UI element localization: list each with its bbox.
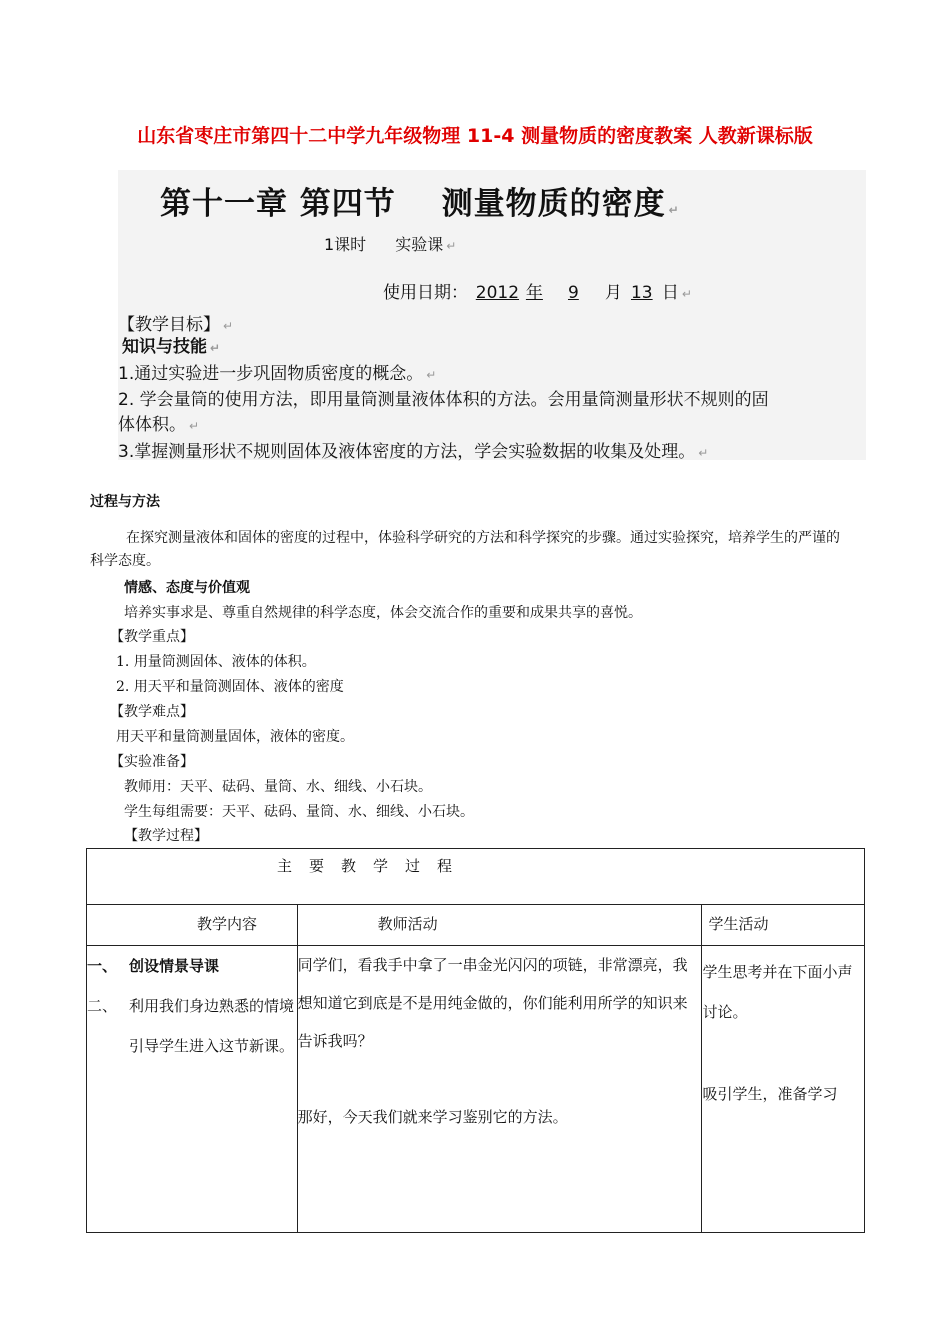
scanned-header-image (118, 170, 866, 460)
topic-label: 测量物质的密度 (441, 186, 666, 222)
goal-2-continued: 体体积。 ↵ (118, 415, 200, 435)
chapter-heading (160, 178, 680, 223)
knowledge-skills-heading: 知识与技能 ↵ (122, 337, 221, 357)
content-item-1: 一、 创设情景导课 (87, 957, 220, 975)
chapter-label: 第十一章 (160, 186, 288, 222)
document-title: 山东省枣庄市第四十二中学九年级物理 11-4 测量物质的密度教案 人教新课标版 (137, 125, 813, 147)
goal-1: 1.通过实验进一步巩固物质密度的概念。 ↵ (118, 364, 437, 384)
col-header-teacher: 教师活动 (297, 905, 702, 946)
date-day: 13 (630, 283, 653, 303)
prep-student: 学生每组需要：天平、砝码、量筒、水、细线、小石块。 (124, 804, 474, 820)
date-year: 2012 (475, 283, 520, 303)
prep-heading: 【实验准备】 (110, 754, 194, 770)
teaching-process-heading: 【教学过程】 (124, 828, 208, 844)
col-header-student: 学生活动 (702, 905, 865, 946)
date-month: 9 (567, 283, 579, 303)
process-heading: 过程与方法 (90, 494, 160, 510)
emotion-text: 培养实事求是、尊重自然规律的科学态度，体会交流合作的重要和成果共享的喜悦。 (124, 605, 642, 621)
paragraph-mark: ↵ (668, 203, 680, 217)
lesson-hours: 1课时 (324, 235, 367, 254)
emotion-heading: 情感、态度与价值观 (124, 580, 250, 596)
key-heading: 【教学重点】 (110, 629, 194, 645)
date-label: 使用日期： (383, 283, 468, 303)
use-date: 使用日期： 2012 年 9 月 13 日 ↵ (383, 283, 692, 303)
teacher-text-2: 那好，今天我们就来学习鉴别它的方法。 (297, 1108, 568, 1126)
difficulty-text: 用天平和量筒测量固体，液体的密度。 (116, 729, 354, 745)
difficulty-heading: 【教学难点】 (110, 704, 194, 720)
key-item-2: 2. 用天平和量筒测固体、液体的密度 (116, 679, 344, 695)
teacher-cell (297, 946, 702, 1233)
objectives-heading: 【教学目标】 ↵ (118, 315, 234, 335)
lesson-info: 1课时 实验课 ↵ (324, 235, 457, 254)
goal-2: 2. 学会量筒的使用方法，即用量筒测量液体体积的方法。会用量筒测量形状不规则的固 (118, 390, 769, 410)
teaching-process-table (86, 848, 865, 1233)
goal-3: 3.掌握测量形状不规则固体及液体密度的方法，学会实验数据的收集及处理。 ↵ (118, 442, 709, 462)
content-cell (87, 946, 298, 1233)
teacher-text-1: 同学们，看我手中拿了一串金光闪闪的项链，非常漂亮，我想知道它到底是不是用纯金做的，你们能利用所学的知识来告诉我吗？ (297, 956, 688, 1050)
section-label: 第四节 (299, 186, 396, 222)
key-item-1: 1. 用量筒测固体、液体的体积。 (116, 654, 316, 670)
student-text-1: 学生思考并在下面小声讨论。 (702, 963, 853, 1021)
student-cell (702, 946, 865, 1233)
lesson-type: 实验课 (395, 235, 444, 254)
prep-teacher: 教师用：天平、砝码、量筒、水、细线、小石块。 (124, 779, 432, 795)
student-text-2: 吸引学生，准备学习 (702, 1085, 838, 1103)
table-main-header: 主要教学过程 (87, 849, 865, 905)
process-text: 在探究测量液体和固体的密度的过程中，体验科学研究的方法和科学探究的步骤。通过实验探究，培养学生的严谨的科学态度。 (90, 530, 840, 569)
col-header-content: 教学内容 (87, 905, 298, 946)
content-item-2: 二、 利用我们身边熟悉的情境引导学生进入这节新课。 (87, 997, 295, 1055)
